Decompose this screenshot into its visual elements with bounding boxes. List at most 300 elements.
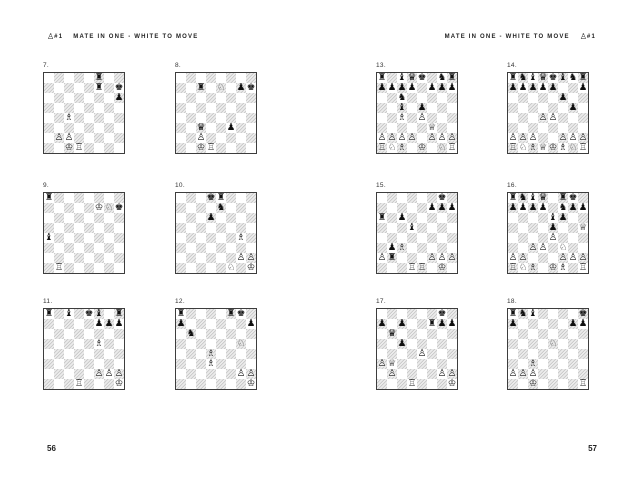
board-square (387, 263, 397, 273)
board-square (528, 203, 538, 213)
board-square (226, 193, 236, 203)
board-square (54, 73, 64, 83)
piece-bp: ♟ (508, 319, 518, 329)
board-square (206, 113, 216, 123)
piece-wn: ♘ (216, 83, 226, 93)
board-square (246, 379, 256, 389)
board-square (437, 263, 447, 273)
board-square (104, 103, 114, 113)
board-square (518, 133, 528, 143)
piece-wr: ♖ (508, 143, 518, 153)
board-square (518, 233, 528, 243)
board-square (226, 123, 236, 133)
board-square (186, 319, 196, 329)
piece-wn: ♘ (236, 339, 246, 349)
board-square (216, 329, 226, 339)
board-square (528, 93, 538, 103)
board-square (64, 309, 74, 319)
board-square (236, 379, 246, 389)
board-square (104, 223, 114, 233)
board-square (54, 93, 64, 103)
header-right-number: #1 (586, 34, 596, 40)
board-square (206, 233, 216, 243)
board-square (84, 133, 94, 143)
board-square (216, 193, 226, 203)
board-square (226, 143, 236, 153)
piece-wn: ♘ (437, 143, 447, 153)
board-square (407, 369, 417, 379)
board-square (508, 193, 518, 203)
piece-bp: ♟ (437, 83, 447, 93)
board-square (568, 359, 578, 369)
piece-wp: ♙ (64, 133, 74, 143)
puzzle-label: 8. (175, 62, 182, 69)
board-square (44, 133, 54, 143)
board-square (578, 193, 588, 203)
puzzle-14 (507, 62, 589, 154)
board-square (114, 233, 124, 243)
piece-bp: ♟ (104, 319, 114, 329)
board-square (558, 309, 568, 319)
piece-br: ♜ (114, 309, 124, 319)
piece-wp: ♙ (558, 253, 568, 263)
board-square (216, 379, 226, 389)
board-square (377, 369, 387, 379)
board-square (74, 143, 84, 153)
board-square (176, 233, 186, 243)
board-square (397, 203, 407, 213)
board-square (74, 103, 84, 113)
board-square (196, 123, 206, 133)
board-square (114, 243, 124, 253)
board-square (186, 223, 196, 233)
board-square (94, 113, 104, 123)
piece-wr: ♖ (206, 143, 216, 153)
board-square (74, 203, 84, 213)
board-square (246, 329, 256, 339)
board-square (447, 223, 457, 233)
board-square (528, 143, 538, 153)
board-square (387, 103, 397, 113)
board-square (417, 359, 427, 369)
board-square (206, 123, 216, 133)
puzzle-18 (507, 298, 589, 390)
board-square (44, 83, 54, 93)
piece-bb: ♝ (44, 233, 54, 243)
board-square (216, 243, 226, 253)
board-square (226, 329, 236, 339)
board-square (84, 203, 94, 213)
piece-bk: ♚ (417, 73, 427, 83)
board-square (44, 213, 54, 223)
board-square (206, 223, 216, 233)
puzzle-label: 9. (43, 182, 50, 189)
board-square (246, 349, 256, 359)
board-square (114, 309, 124, 319)
board-square (427, 329, 437, 339)
board-square (94, 243, 104, 253)
board-square (54, 223, 64, 233)
piece-bq: ♛ (538, 193, 548, 203)
board-square (518, 369, 528, 379)
header-left-title: MATE IN ONE - WHITE TO MOVE (73, 34, 199, 40)
board-square (196, 329, 206, 339)
board-square (226, 93, 236, 103)
board-square (518, 349, 528, 359)
piece-wp: ♙ (246, 369, 256, 379)
board-square (94, 73, 104, 83)
board-square (114, 143, 124, 153)
piece-wp: ♙ (236, 253, 246, 263)
board-square (186, 359, 196, 369)
board-square (538, 113, 548, 123)
piece-wn: ♘ (568, 143, 578, 153)
board-square (578, 103, 588, 113)
board-square (558, 203, 568, 213)
board-square (447, 123, 457, 133)
board-square (528, 233, 538, 243)
board-square (64, 319, 74, 329)
board-square (94, 133, 104, 143)
board-square (447, 83, 457, 93)
board-square (578, 233, 588, 243)
piece-wk: ♔ (64, 143, 74, 153)
piece-br: ♜ (508, 193, 518, 203)
board-square (64, 113, 74, 123)
piece-wp: ♙ (528, 369, 538, 379)
board-square (216, 123, 226, 133)
board-square (196, 83, 206, 93)
board-square (377, 319, 387, 329)
board-square (528, 193, 538, 203)
board-square (84, 113, 94, 123)
board-square (84, 369, 94, 379)
board-square (54, 203, 64, 213)
piece-wq: ♕ (538, 143, 548, 153)
board-square (74, 193, 84, 203)
board-square (44, 369, 54, 379)
board-square (427, 379, 437, 389)
piece-bb: ♝ (94, 309, 104, 319)
board-square (558, 93, 568, 103)
board-square (578, 349, 588, 359)
board-square (518, 93, 528, 103)
board-square (528, 103, 538, 113)
board-square (528, 83, 538, 93)
board-square (417, 309, 427, 319)
board-square (427, 83, 437, 93)
board-square (508, 369, 518, 379)
board-square (387, 329, 397, 339)
board-square (216, 93, 226, 103)
board-square (538, 263, 548, 273)
board-square (64, 349, 74, 359)
board-square (397, 83, 407, 93)
board-square (84, 309, 94, 319)
board-square (558, 103, 568, 113)
board-square (437, 133, 447, 143)
piece-bp: ♟ (387, 243, 397, 253)
piece-wb: ♗ (94, 339, 104, 349)
board-square (518, 73, 528, 83)
puzzle-8 (175, 62, 257, 154)
piece-wp: ♙ (94, 369, 104, 379)
board-square (84, 253, 94, 263)
board-square (518, 379, 528, 389)
board-square (246, 203, 256, 213)
piece-bb: ♝ (528, 309, 538, 319)
board-square (377, 223, 387, 233)
board-square (104, 359, 114, 369)
board-square (427, 93, 437, 103)
board-square (437, 329, 447, 339)
board-square (578, 133, 588, 143)
board-square (104, 243, 114, 253)
board-square (216, 143, 226, 153)
chess-board (376, 308, 458, 390)
board-square (64, 133, 74, 143)
board-square (216, 203, 226, 213)
board-square (407, 359, 417, 369)
puzzle-10 (175, 182, 257, 274)
board-square (84, 73, 94, 83)
board-square (548, 349, 558, 359)
board-square (186, 339, 196, 349)
board-square (64, 243, 74, 253)
board-square (538, 369, 548, 379)
board-square (54, 379, 64, 389)
board-square (236, 243, 246, 253)
board-square (114, 223, 124, 233)
piece-wp: ♙ (417, 113, 427, 123)
board-square (84, 143, 94, 153)
board-square (387, 213, 397, 223)
board-square (176, 113, 186, 123)
piece-wr: ♖ (578, 263, 588, 273)
board-square (447, 263, 457, 273)
board-square (176, 243, 186, 253)
board-square (568, 309, 578, 319)
board-square (437, 349, 447, 359)
board-square (196, 309, 206, 319)
board-square (236, 223, 246, 233)
board-square (176, 223, 186, 233)
board-square (508, 233, 518, 243)
piece-bp: ♟ (417, 103, 427, 113)
board-square (508, 309, 518, 319)
puzzle-label: 18. (507, 298, 517, 305)
board-square (397, 213, 407, 223)
piece-br: ♜ (508, 309, 518, 319)
board-square (94, 143, 104, 153)
board-square (206, 379, 216, 389)
piece-bn: ♞ (558, 203, 568, 213)
piece-bp: ♟ (377, 83, 387, 93)
board-square (437, 379, 447, 389)
puzzle-12 (175, 298, 257, 390)
board-square (387, 203, 397, 213)
board-square (246, 369, 256, 379)
board-square (94, 379, 104, 389)
piece-bn: ♞ (437, 73, 447, 83)
board-square (74, 309, 84, 319)
board-square (538, 349, 548, 359)
piece-bp: ♟ (114, 319, 124, 329)
piece-bb: ♝ (558, 73, 568, 83)
puzzle-label: 12. (175, 298, 185, 305)
board-square (196, 193, 206, 203)
board-square (427, 243, 437, 253)
board-square (377, 339, 387, 349)
piece-bq: ♛ (196, 123, 206, 133)
piece-wp: ♙ (578, 253, 588, 263)
pawn-icon: ♙ (579, 32, 587, 41)
board-square (578, 339, 588, 349)
board-square (64, 103, 74, 113)
board-square (64, 379, 74, 389)
board-square (417, 93, 427, 103)
board-square (94, 263, 104, 273)
piece-bp: ♟ (226, 123, 236, 133)
board-square (417, 253, 427, 263)
board-square (206, 349, 216, 359)
piece-wp: ♙ (548, 113, 558, 123)
chess-board (43, 192, 125, 274)
piece-wp: ♙ (387, 133, 397, 143)
board-square (558, 73, 568, 83)
piece-wr: ♖ (578, 143, 588, 153)
board-square (196, 359, 206, 369)
piece-bb: ♝ (397, 103, 407, 113)
board-square (558, 243, 568, 253)
board-square (186, 113, 196, 123)
board-square (236, 319, 246, 329)
board-square (44, 379, 54, 389)
board-square (216, 369, 226, 379)
board-square (387, 369, 397, 379)
piece-wp: ♙ (437, 133, 447, 143)
board-square (387, 73, 397, 83)
board-square (558, 369, 568, 379)
board-square (84, 223, 94, 233)
board-square (186, 379, 196, 389)
board-square (186, 253, 196, 263)
board-square (186, 83, 196, 93)
board-square (104, 213, 114, 223)
puzzle-label: 17. (376, 298, 386, 305)
board-square (74, 359, 84, 369)
board-square (508, 83, 518, 93)
board-square (447, 309, 457, 319)
piece-bp: ♟ (578, 203, 588, 213)
board-square (578, 359, 588, 369)
board-square (538, 103, 548, 113)
board-square (196, 113, 206, 123)
board-square (397, 369, 407, 379)
board-square (518, 319, 528, 329)
piece-br: ♜ (196, 83, 206, 93)
board-square (528, 243, 538, 253)
board-square (417, 379, 427, 389)
board-square (226, 73, 236, 83)
piece-wp: ♙ (447, 253, 457, 263)
board-square (246, 223, 256, 233)
board-square (518, 113, 528, 123)
board-square (176, 329, 186, 339)
puzzle-label: 15. (376, 182, 386, 189)
chess-board (507, 192, 589, 274)
board-square (558, 83, 568, 93)
piece-bb: ♝ (397, 73, 407, 83)
board-square (417, 103, 427, 113)
board-square (186, 193, 196, 203)
board-square (44, 113, 54, 123)
board-square (54, 113, 64, 123)
board-square (508, 263, 518, 273)
piece-wp: ♙ (387, 369, 397, 379)
piece-wk: ♔ (417, 143, 427, 153)
board-square (518, 193, 528, 203)
board-square (437, 339, 447, 349)
piece-wn: ♘ (387, 143, 397, 153)
piece-wp: ♙ (377, 359, 387, 369)
piece-br: ♜ (377, 213, 387, 223)
piece-bk: ♚ (114, 83, 124, 93)
board-square (196, 143, 206, 153)
piece-wb: ♗ (558, 263, 568, 273)
board-square (236, 349, 246, 359)
board-square (397, 339, 407, 349)
board-square (377, 213, 387, 223)
piece-wn: ♘ (226, 263, 236, 273)
chess-board (175, 192, 257, 274)
board-square (508, 203, 518, 213)
puzzle-label: 11. (43, 298, 53, 305)
board-square (548, 253, 558, 263)
board-square (206, 73, 216, 83)
board-square (548, 379, 558, 389)
board-square (236, 213, 246, 223)
board-square (226, 339, 236, 349)
board-square (186, 329, 196, 339)
board-square (54, 253, 64, 263)
piece-bp: ♟ (518, 203, 528, 213)
board-square (528, 123, 538, 133)
board-square (44, 349, 54, 359)
board-square (437, 83, 447, 93)
board-square (216, 213, 226, 223)
piece-bp: ♟ (578, 319, 588, 329)
board-square (417, 113, 427, 123)
board-square (518, 83, 528, 93)
board-square (568, 329, 578, 339)
piece-bk: ♚ (246, 83, 256, 93)
board-square (206, 319, 216, 329)
piece-bp: ♟ (206, 213, 216, 223)
board-square (176, 103, 186, 113)
piece-wp: ♙ (508, 369, 518, 379)
board-square (528, 253, 538, 263)
piece-wp: ♙ (518, 369, 528, 379)
board-square (44, 233, 54, 243)
board-square (114, 113, 124, 123)
chess-board (175, 72, 257, 154)
piece-wn: ♘ (518, 143, 528, 153)
board-square (196, 339, 206, 349)
piece-br: ♜ (387, 253, 397, 263)
board-square (578, 319, 588, 329)
board-square (236, 203, 246, 213)
